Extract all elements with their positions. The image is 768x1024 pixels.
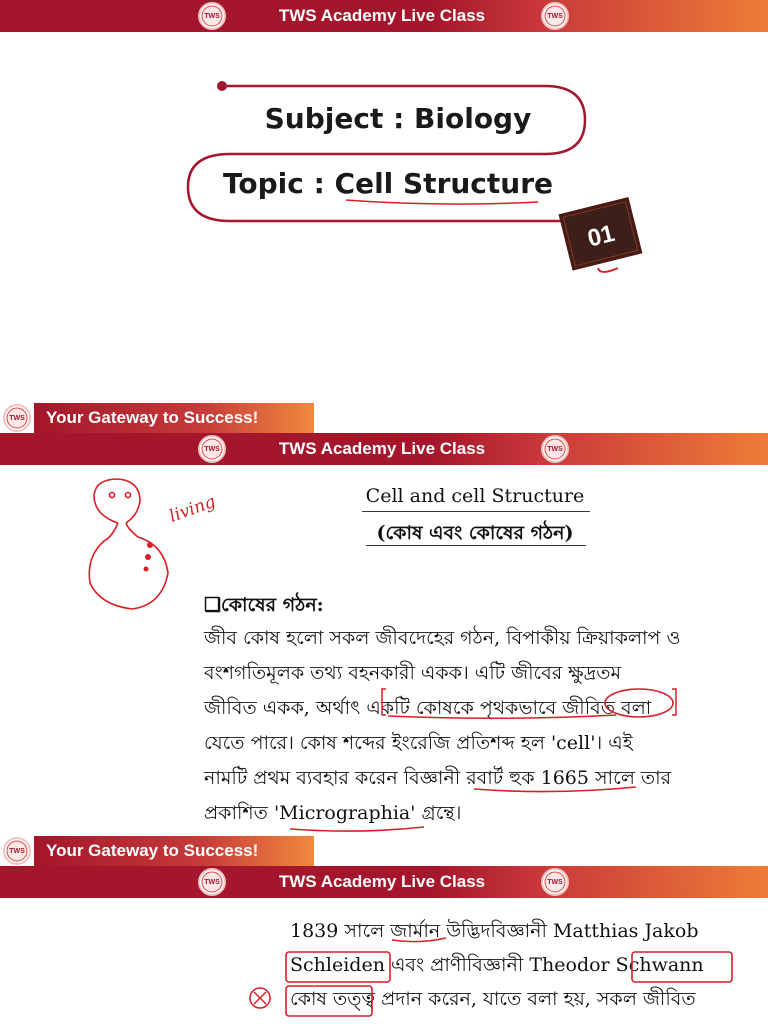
- svg-text:TWS: TWS: [204, 879, 220, 886]
- svg-text:TWS: TWS: [547, 13, 563, 20]
- paragraph-line: কোষ তত্ত্ব প্রদান করেন, যাতে বলা হয়, সকল জীবিত: [290, 988, 696, 1010]
- topic-value: Cell Structure: [334, 167, 554, 200]
- svg-text:TWS: TWS: [9, 848, 25, 855]
- cell-doodle-icon: [89, 479, 168, 609]
- pen-annotations: [0, 433, 768, 836]
- tws-logo-icon: [3, 404, 31, 432]
- svg-text:TWS: TWS: [204, 13, 220, 20]
- subject-label: Subject : Biology: [264, 102, 532, 135]
- slide-title-en: Cell and cell Structure: [365, 485, 585, 507]
- tagline-text: Your Gateway to Success!: [34, 403, 314, 433]
- pen-mark: [598, 268, 618, 272]
- slide-number: 01: [584, 219, 618, 253]
- tagline-bar: [0, 836, 314, 866]
- paragraph-line: Schleiden এবং প্রাণীবিজ্ঞানী Theodor Schwann: [290, 954, 704, 976]
- topic-label: [196, 167, 580, 200]
- svg-text:TWS: TWS: [204, 446, 220, 453]
- paragraph-line: 1839 সালে জার্মান উদ্ভিদবিজ্ঞানী Matthias Jakob: [290, 920, 699, 942]
- paragraph-line: প্রকাশিত 'Micrographia' গ্রন্থে।: [204, 802, 462, 824]
- paragraph-line: যেতে পারে। কোষ শব্দের ইংরেজি প্রতিশব্দ হল 'cell'। এই: [204, 732, 633, 754]
- tws-logo-icon: [3, 837, 31, 865]
- paragraph-line: নামটি প্রথম ব্যবহার করেন বিজ্ঞানী রবার্ট হুক 1665 সালে তার: [204, 767, 672, 789]
- slide-title-bn: (কোষ এবং কোষের গঠন): [376, 522, 574, 544]
- paragraph-line: বংশগতিমূলক তথ্য বহনকারী একক। এটি জীবের ক্ষুদ্রতম: [204, 662, 622, 684]
- paragraph-line: জীব কোষ হলো সকল জীবদেহের গঠন, বিপাকীয় ক্রিয়াকলাপ ও: [204, 627, 681, 649]
- svg-text:TWS: TWS: [547, 446, 563, 453]
- svg-text:TWS: TWS: [547, 879, 563, 886]
- tagline-text: Your Gateway to Success!: [34, 836, 314, 866]
- pen-annotations: [0, 866, 768, 1024]
- header-title: TWS Academy Live Class: [278, 439, 486, 458]
- content-slide-1: [0, 433, 768, 836]
- dots-icon: [144, 542, 154, 572]
- header-title: TWS Academy Live Class: [278, 872, 486, 891]
- content-slide-2: [0, 866, 768, 1024]
- star-mark-icon: [250, 988, 270, 1008]
- handwritten-note: living: [166, 491, 219, 527]
- svg-text:TWS: TWS: [9, 415, 25, 422]
- section-heading: ❑কোষের গঠন:: [204, 594, 324, 616]
- tagline-bar: [0, 403, 314, 433]
- title-frame: [0, 0, 768, 402]
- topic-prefix: Topic :: [222, 167, 335, 200]
- title-slide: [0, 0, 768, 402]
- paragraph-line: জীবিত একক, অর্থাৎ একটি কোষকে পৃথকভাবে জীবিত বলা: [204, 697, 652, 719]
- header-title: TWS Academy Live Class: [278, 6, 486, 25]
